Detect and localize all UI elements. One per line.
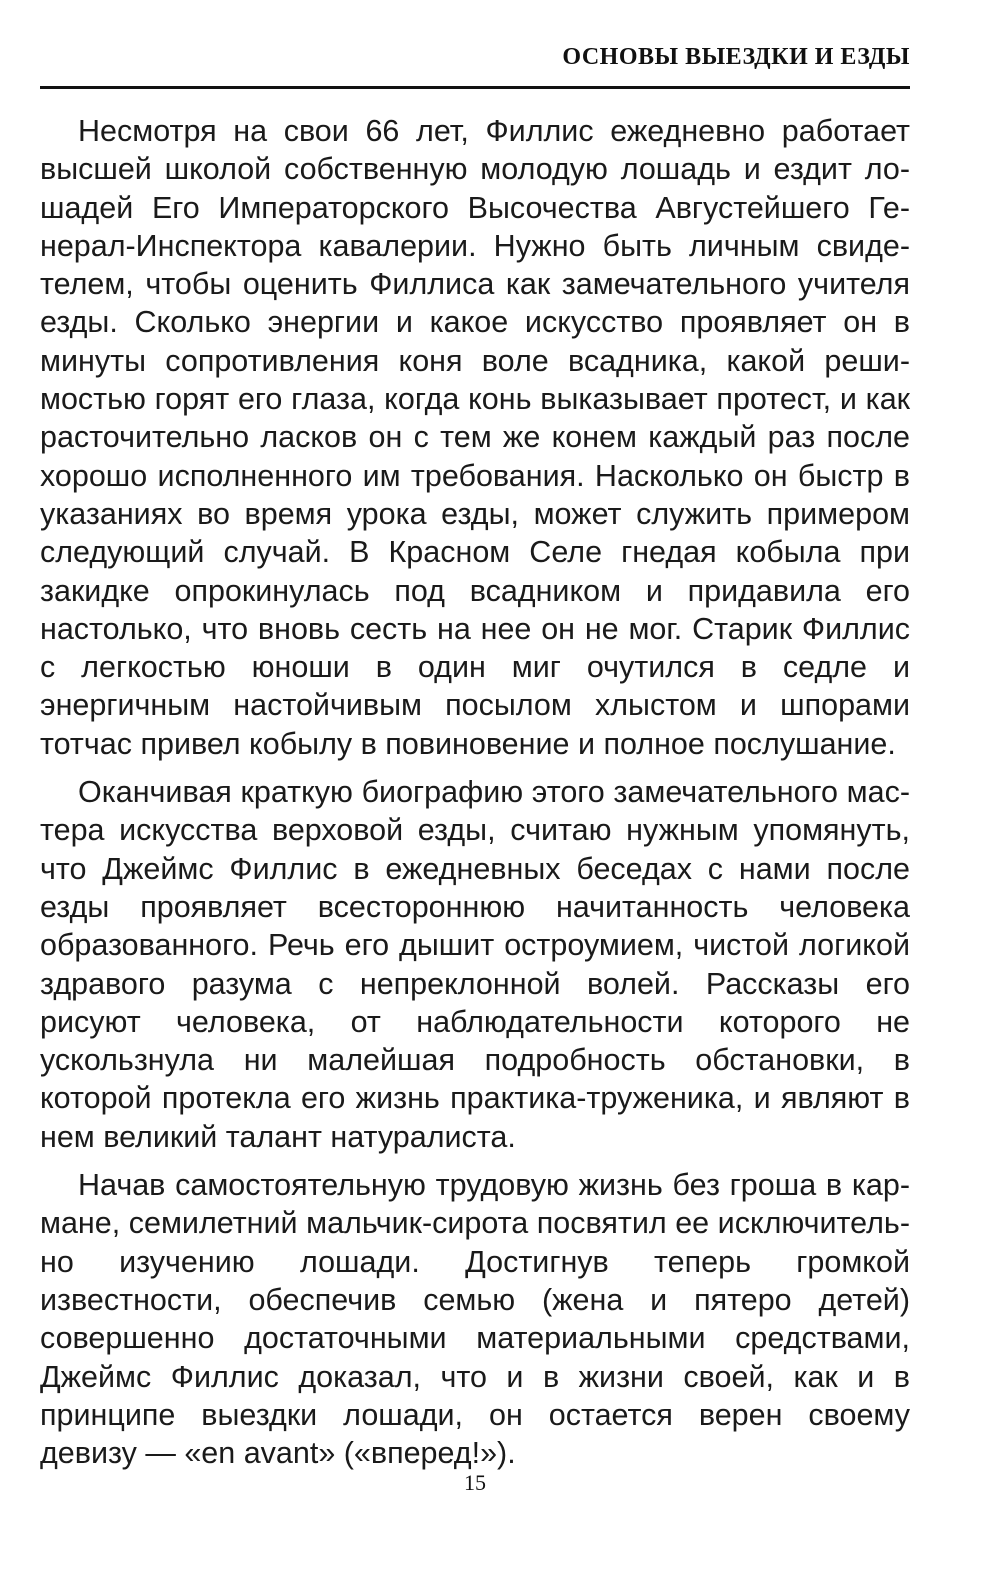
body-text bbox=[40, 112, 910, 1472]
header-rule bbox=[40, 86, 910, 89]
paragraph: Несмотря на свои 66 лет, Филлис ежедневно работает высшей школой собственную молодую лошадь и ездит лошадей Его Императорского Высочества Августейшего Генерал-Инспектора кавалерии. Нужно быть личным свидетелем, чтобы оценить Филлиса как замечательного учителя езды. Сколько энергии и какое искусство проявляет он в минуты сопротивления коня воле всадника, какой решимостью горят его глаза, когда конь выказывает протест, и как расточительно ласков он с тем же конем каждый раз после хорошо исполненного им требования. Насколько он быстр в указаниях во время урока езды, может служить примером следующий случай. В Красном Селе гнедая кобыла при закидке опрокинулась под всадником и придавила его настолько, что вновь сесть на нее он не мог. Старик Филлис с легкостью юноши в один миг очутился в седле и энергичным настойчивым посылом хлыстом и шпорами тотчас привел кобылу в повиновение и полное послушание. bbox=[40, 114, 910, 761]
page-number: 15 bbox=[464, 1470, 486, 1495]
paragraph: Начав самостоятельную трудовую жизнь без гроша в кармане, семилетний мальчик-сирота посвятил ее исключительно изучению лошади. Достигнув теперь громкой известности, обеспечив семью (жена и пятеро детей) совершенно достаточными материальными средствами, Джеймс Филлис доказал, что и в жизни своей, как и в принципе выездки лошади, он остается верен своему девизу — «en avant» («вперед!»). bbox=[40, 1168, 910, 1471]
running-head: ОСНОВЫ ВЫЕЗДКИ И ЕЗДЫ bbox=[562, 44, 910, 70]
paragraph: Оканчивая краткую биографию этого замечательного мастера искусства верховой езды, считаю нужным упомянуть, что Джеймс Филлис в ежедневных беседах с нами после езды проявляет всестороннюю начитанность человека образованного. Речь его дышит остроумием, чистой логикой здравого разума с непреклонной волей. Рассказы его рисуют человека, от наблюдательности которого не ускользнула ни малейшая подробность обстановки, в которой протекла его жизнь практика-труженика, и являют в нем великий талант натуралиста. bbox=[40, 775, 910, 1154]
